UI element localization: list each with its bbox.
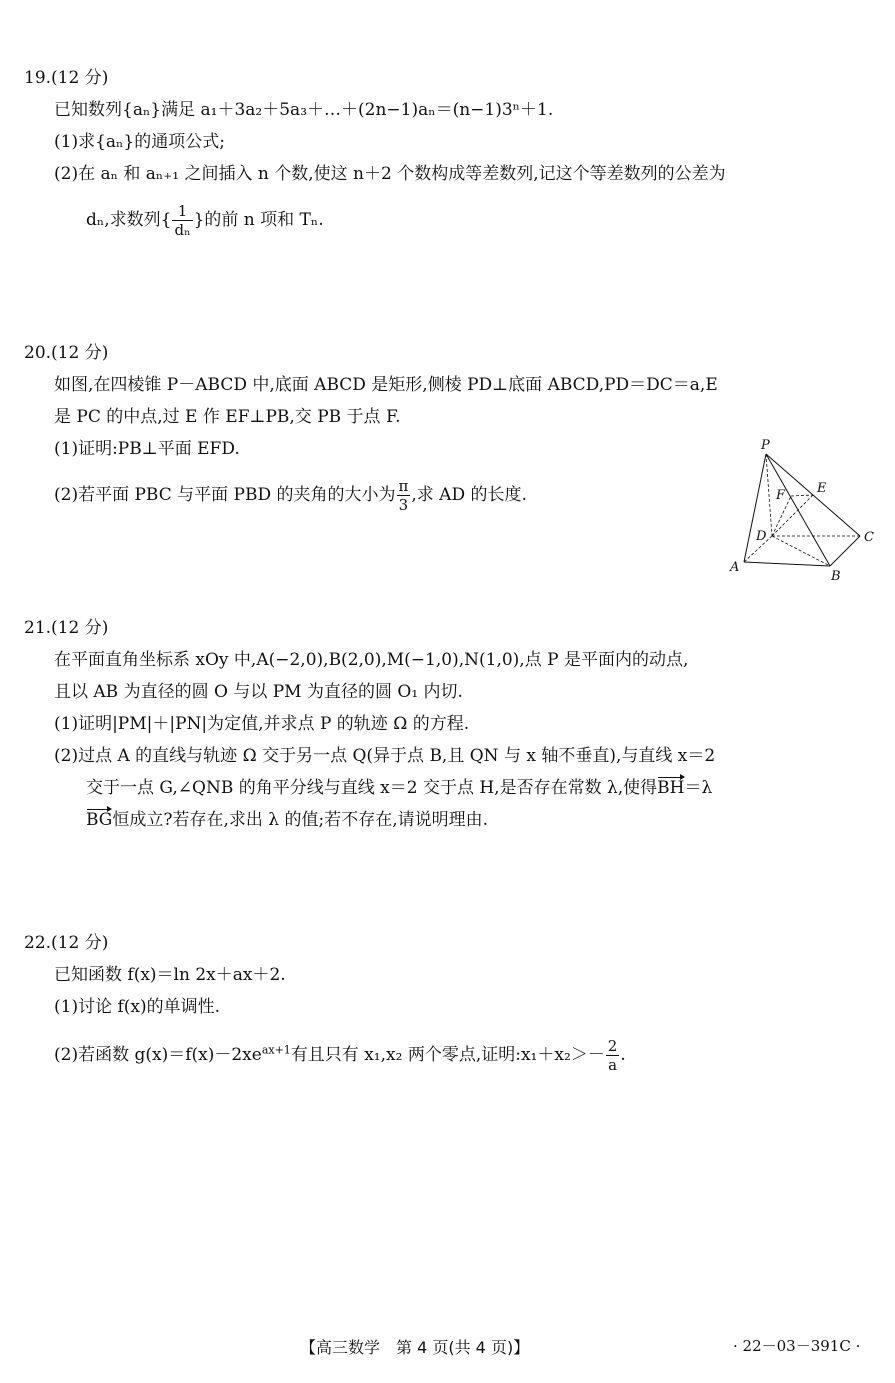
- q19-part2-line2: [86, 202, 324, 239]
- q21-part2-line1: (2)过点 A 的直线与轨迹 Ω 交于另一点 Q(异于点 B,且 QN 与 x 轴不垂直),与直线 x＝2: [54, 746, 716, 766]
- pyramid-figure: [724, 432, 880, 588]
- q19-part1: (1)求{aₙ}的通项公式;: [54, 132, 225, 152]
- q21-part2-text-b: ＝λ: [684, 778, 713, 798]
- label-C: C: [864, 530, 874, 545]
- q19-part2-text-a: dₙ,求数列{: [86, 210, 172, 230]
- q22-part1: (1)讨论 f(x)的单调性.: [54, 997, 221, 1017]
- vector-BG: BG: [86, 810, 113, 830]
- fraction: [606, 1037, 620, 1074]
- edge-PD: [766, 454, 772, 536]
- q21-part1: (1)证明|PM|＋|PN|为定值,并求点 P 的轨迹 Ω 的方程.: [54, 714, 470, 734]
- q22-heading: 22.(12 分): [24, 933, 109, 953]
- q19-part2-line1: (2)在 aₙ 和 aₙ₊₁ 之间插入 n 个数,使这 n＋2 个数构成等差数列,记这个等差数列的公差为: [54, 164, 726, 184]
- q19-heading: 19.(12 分): [24, 68, 109, 88]
- q21-statement-line2: 且以 AB 为直径的圆 O 与以 PM 为直径的圆 O₁ 内切.: [54, 682, 463, 702]
- q20-statement-line1: 如图,在四棱锥 P－ABCD 中,底面 ABCD 是矩形,侧棱 PD⊥底面 ABCD,PD＝DC＝a,E: [54, 375, 718, 395]
- q21-part2-line3: [86, 808, 488, 832]
- q20-part1: (1)证明:PB⊥平面 EFD.: [54, 439, 240, 459]
- fraction-denominator: a: [608, 1056, 618, 1074]
- label-B: B: [831, 569, 841, 584]
- fraction-numerator: π: [398, 477, 409, 495]
- q20-part2-text-b: ,求 AD 的长度.: [411, 485, 527, 505]
- fraction-numerator: 2: [607, 1037, 618, 1055]
- q20-heading: 20.(12 分): [24, 343, 109, 363]
- label-P: P: [761, 438, 770, 453]
- fraction: [397, 477, 411, 514]
- exam-code: · 22－03－391C ·: [733, 1337, 861, 1355]
- edge-AB: [744, 562, 830, 566]
- q22-part2-text-a: (2)若函数 g(x)＝f(x)－2xe: [54, 1045, 262, 1065]
- fraction-numerator: 1: [172, 202, 192, 221]
- label-F: F: [776, 488, 786, 503]
- q21-heading: 21.(12 分): [24, 618, 109, 638]
- label-D: D: [756, 529, 767, 544]
- q19-statement: 已知数列{aₙ}满足 a₁＋3a₂＋5a₃＋…＋(2n−1)aₙ＝(n−1)3ⁿ＋1.: [54, 100, 554, 120]
- q20-part2-text-a: (2)若平面 PBC 与平面 PBD 的夹角的大小为: [54, 485, 396, 505]
- q20-part2: [54, 477, 527, 514]
- q20-statement-line2: 是 PC 的中点,过 E 作 EF⊥PB,交 PB 于点 F.: [54, 407, 401, 427]
- q21-part2-line2: [86, 776, 712, 800]
- q22-part2-text-b: 有且只有 x₁,x₂ 两个零点,证明:x₁＋x₂＞－: [290, 1045, 605, 1065]
- edge-FE: [791, 495, 813, 496]
- exponent: ax+1: [261, 1043, 291, 1057]
- fraction-denominator: 3: [398, 496, 409, 514]
- q21-statement-line1: 在平面直角坐标系 xOy 中,A(−2,0),B(2,0),M(−1,0),N(1,0),点 P 是平面内的动点,: [54, 650, 689, 670]
- q22-part2-text-c: .: [620, 1045, 626, 1065]
- label-E: E: [817, 481, 827, 496]
- q22-statement: 已知函数 f(x)＝ln 2x＋ax＋2.: [54, 965, 286, 985]
- q22-part2: [54, 1037, 626, 1074]
- vector-BH: BH: [657, 778, 685, 798]
- label-A: A: [730, 560, 740, 575]
- edge-BC: [830, 536, 860, 566]
- q21-part2-text-c: 恒成立?若存在,求出 λ 的值;若不存在,请说明理由.: [112, 810, 489, 830]
- fraction-denominator: dₙ: [174, 221, 191, 239]
- page-footer: 【高三数学 第 4 页(共 4 页)】: [300, 1338, 530, 1357]
- q19-part2-text-b: }的前 n 项和 Tₙ.: [193, 210, 324, 230]
- edge-PA: [744, 454, 766, 562]
- q21-part2-text-a: 交于一点 G,∠QNB 的角平分线与直线 x＝2 交于点 H,是否存在常数 λ,使得: [86, 778, 658, 798]
- fraction: [172, 202, 192, 239]
